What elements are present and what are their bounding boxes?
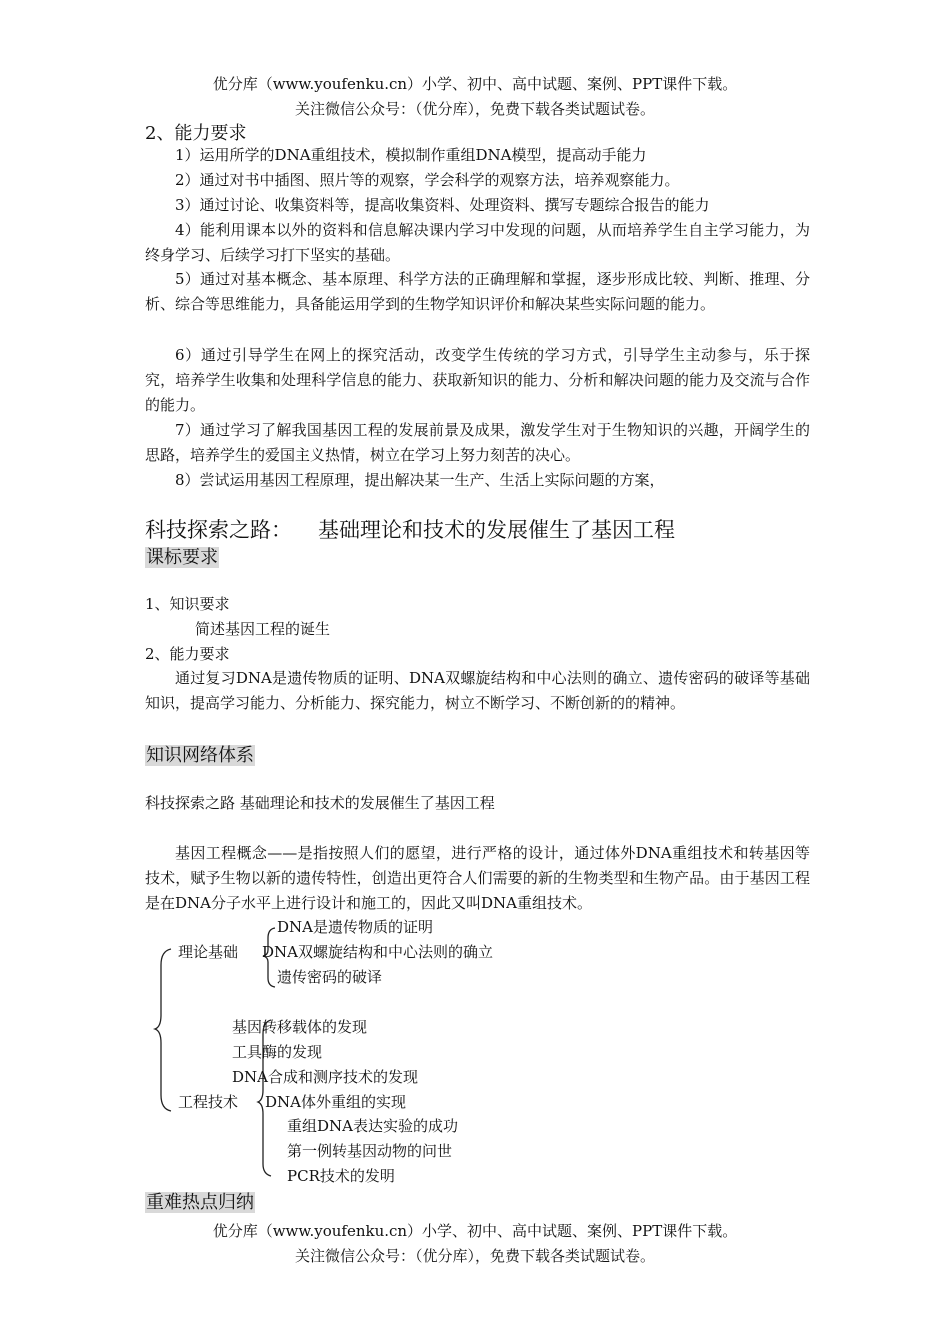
difficulty-heading: 重难热点归纳: [146, 1192, 254, 1213]
theory-item-2: DNA双螺旋结构和中心法则的确立: [262, 943, 493, 961]
engineering-item-6: 第一例转基因动物的问世: [287, 1142, 453, 1160]
ability-item-1: 1）运用所学的DNA重组技术，模拟制作重组DNA模型，提高动手能力: [175, 146, 647, 164]
knowledge-heading: 1、知识要求: [145, 595, 230, 613]
theory-item-1: DNA是遗传物质的证明: [277, 918, 433, 936]
network-subtitle: 科技探索之路 基础理论和技术的发展催生了基因工程: [145, 794, 495, 812]
header-line-2: 关注微信公众号：（优分库），免费下载各类试题试卷。: [294, 100, 655, 118]
theory-label: 理论基础: [178, 943, 239, 961]
engineering-item-3: DNA合成和测序技术的发现: [232, 1068, 418, 1086]
ability-heading-2: 2、能力要求: [145, 645, 230, 663]
curriculum-heading: 课标要求: [146, 547, 218, 568]
network-heading: 知识网络体系: [146, 745, 254, 766]
engineering-item-7: PCR技术的发明: [287, 1167, 395, 1185]
theory-item-3: 遗传密码的破译: [277, 968, 383, 986]
footer-line-1: 优分库（www.youfenku.cn）小学、初中、高中试题、案例、PPT课件下载。: [212, 1222, 738, 1240]
header-line-1: 优分库（www.youfenku.cn）小学、初中、高中试题、案例、PPT课件下载。: [212, 75, 738, 93]
chapter-title-prefix: 科技探索之路：: [145, 518, 292, 542]
engineering-item-5: 重组DNA表达实验的成功: [287, 1117, 458, 1135]
concept-text: 基因工程概念——是指按照人们的愿望，进行严格的设计，通过体外DNA重组技术和转基因等技术，赋予生物以新的遗传特性，创造出更符合人们需要的新的生物类型和生物产品。由于基因工程是在DNA分子水平上进行设计和施工的，因此又叫DNA重组技术。: [145, 844, 810, 912]
ability-item-7: 7）通过学习了解我国基因工程的发展前景及成果，激发学生对于生物知识的兴趣，开阔学生的思路，培养学生的爱国主义热情，树立在学习上努力刻苦的决心。: [145, 421, 810, 464]
ability-heading: 2、能力要求: [145, 123, 247, 144]
engineering-label: 工程技术: [178, 1093, 239, 1111]
chapter-title: 基础理论和技术的发展催生了基因工程: [318, 518, 675, 542]
ability-text: 通过复习DNA是遗传物质的证明、DNA双螺旋结构和中心法则的确立、遗传密码的破译等基础知识，提高学习能力、分析能力、探究能力，树立不断学习、不断创新的的精神。: [145, 669, 810, 712]
knowledge-item: 简述基因工程的诞生: [195, 620, 331, 638]
ability-item-6: 6）通过引导学生在网上的探究活动，改变学生传统的学习方式，引导学生主动参与，乐于探究，培养学生收集和处理科学信息的能力、获取新知识的能力、分析和解决问题的能力及交流与合作的能力。: [145, 346, 810, 414]
ability-item-8: 8）尝试运用基因工程原理，提出解决某一生产、生活上实际问题的方案，: [175, 471, 665, 489]
ability-item-3: 3）通过讨论、收集资料等，提高收集资料、处理资料、撰写专题综合报告的能力: [175, 196, 710, 214]
footer-line-2: 关注微信公众号：（优分库），免费下载各类试题试卷。: [294, 1247, 655, 1265]
engineering-item-1: 基因转移载体的发现: [232, 1018, 368, 1036]
ability-item-5: 5）通过对基本概念、基本原理、科学方法的正确理解和掌握，逐步形成比较、判断、推理、分析、综合等思维能力，具备能运用学到的生物学知识评价和解决某些实际问题的能力。: [145, 270, 810, 313]
ability-item-2: 2）通过对书中插图、照片等的观察，学会科学的观察方法，培养观察能力。: [175, 171, 680, 189]
engineering-item-4: DNA体外重组的实现: [265, 1093, 406, 1111]
ability-item-4: 4）能利用课本以外的资料和信息解决课内学习中发现的问题，从而培养学生自主学习能力，为终身学习、后续学习打下坚实的基础。: [145, 221, 810, 264]
engineering-item-2: 工具酶的发现: [232, 1043, 323, 1061]
